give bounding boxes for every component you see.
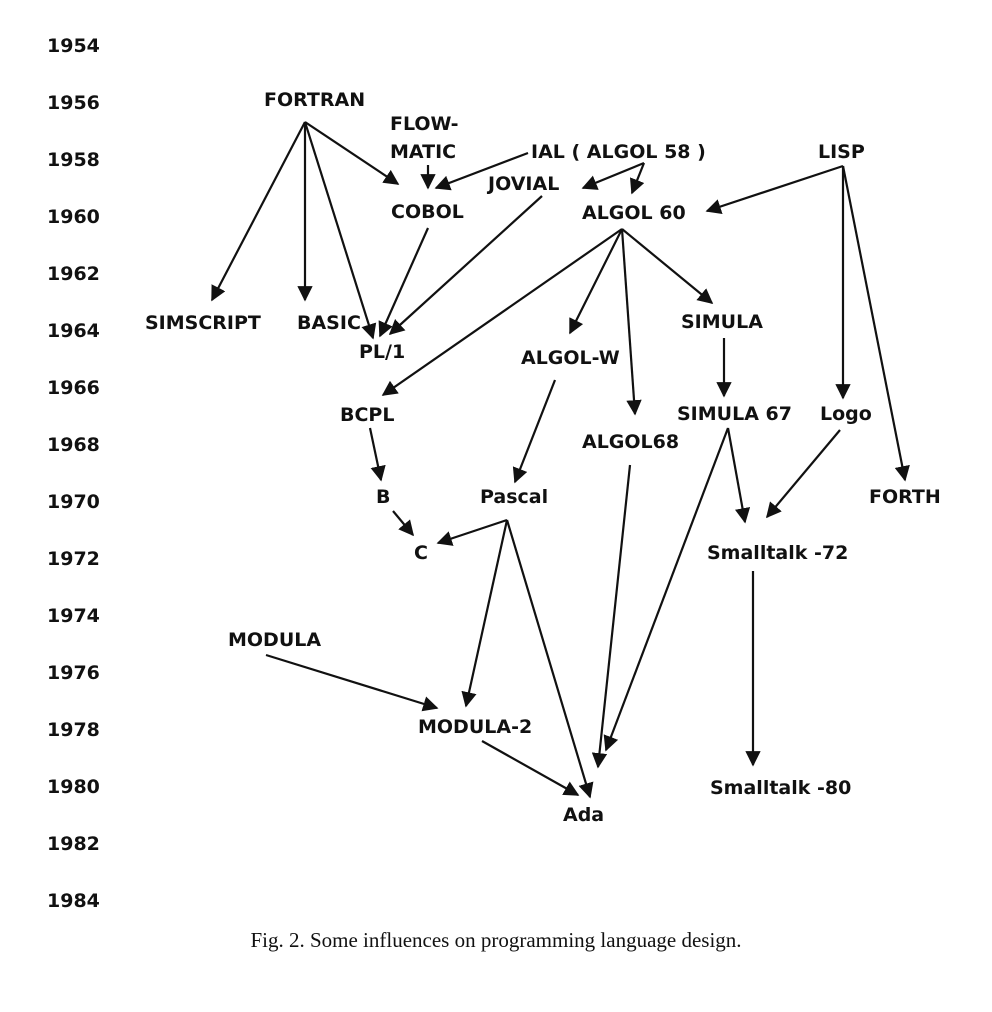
edge-algol60-algolw [570, 229, 622, 333]
node-algol-w: ALGOL-W [521, 347, 620, 369]
year-axis [47, 35, 100, 912]
edge-lisp-forth [843, 166, 905, 480]
node-c: C [414, 542, 428, 564]
node-jovial: JOVIAL [488, 173, 560, 195]
node-cobol: COBOL [391, 201, 464, 223]
influence-edges [212, 122, 905, 797]
node-smalltalk72: Smalltalk -72 [707, 542, 849, 564]
figure-caption: Fig. 2. Some influences on programming language design. [250, 928, 742, 952]
edge-logo-smalltalk72 [767, 430, 840, 517]
year-label: 1964 [47, 320, 100, 342]
edge-lisp-algol60 [707, 166, 843, 211]
node-basic: BASIC [297, 312, 361, 334]
year-label: 1974 [47, 605, 100, 627]
edge-algol60-bcpl [383, 229, 622, 395]
year-label: 1980 [47, 776, 100, 798]
node-ada: Ada [563, 804, 605, 826]
year-label: 1966 [47, 377, 100, 399]
node-b: B [376, 486, 391, 508]
year-label: 1956 [47, 92, 100, 114]
year-label: 1976 [47, 662, 100, 684]
node-ial-algol58: IAL ( ALGOL 58 ) [531, 141, 706, 163]
node-lisp: LISP [818, 141, 865, 163]
node-bcpl: BCPL [340, 404, 395, 426]
year-label: 1954 [47, 35, 100, 57]
node-algol68: ALGOL68 [582, 431, 680, 453]
node-modula: MODULA [228, 629, 322, 651]
node-flowmatic: MATIC [390, 141, 457, 163]
node-forth: FORTH [869, 486, 941, 508]
year-label: 1960 [47, 206, 100, 228]
edge-modula-modula2 [266, 655, 437, 708]
node-simscript: SIMSCRIPT [145, 312, 261, 334]
edge-pascal-ada [507, 520, 590, 797]
edge-fortran-simscript [212, 122, 305, 300]
year-label: 1972 [47, 548, 100, 570]
year-label: 1984 [47, 890, 100, 912]
node-pascal: Pascal [480, 486, 549, 508]
edge-algol68-ada [598, 465, 630, 767]
year-label: 1970 [47, 491, 100, 513]
node-smalltalk80: Smalltalk -80 [710, 777, 852, 799]
edge-simula67-smalltalk72 [728, 428, 745, 522]
edge-pascal-modula2 [466, 520, 507, 706]
node-logo: Logo [820, 403, 872, 425]
year-label: 1962 [47, 263, 100, 285]
year-label: 1978 [47, 719, 100, 741]
node-simula: SIMULA [681, 311, 763, 333]
node-simula67: SIMULA 67 [677, 403, 792, 425]
node-modula2: MODULA-2 [418, 716, 533, 738]
node-algol60: ALGOL 60 [582, 202, 686, 224]
node-pl1: PL/1 [359, 341, 406, 363]
edge-bcpl-b [370, 428, 381, 480]
edge-algol60-algol68 [622, 229, 635, 414]
edge-b-c [393, 511, 413, 535]
year-label: 1958 [47, 149, 100, 171]
edge-fortran-pl1 [305, 122, 373, 338]
node-flowmatic: FLOW- [390, 113, 459, 135]
year-label: 1982 [47, 833, 100, 855]
edge-modula2-ada [482, 741, 578, 795]
edge-cobol-pl1 [380, 228, 428, 336]
year-label: 1968 [47, 434, 100, 456]
edge-simula67-ada [606, 428, 728, 750]
edge-pascal-c [438, 520, 507, 543]
edge-algolw-pascal [515, 380, 555, 482]
edge-algol60-simula [622, 229, 712, 303]
node-fortran: FORTRAN [264, 89, 366, 111]
edge-fortran-cobol [305, 122, 398, 184]
